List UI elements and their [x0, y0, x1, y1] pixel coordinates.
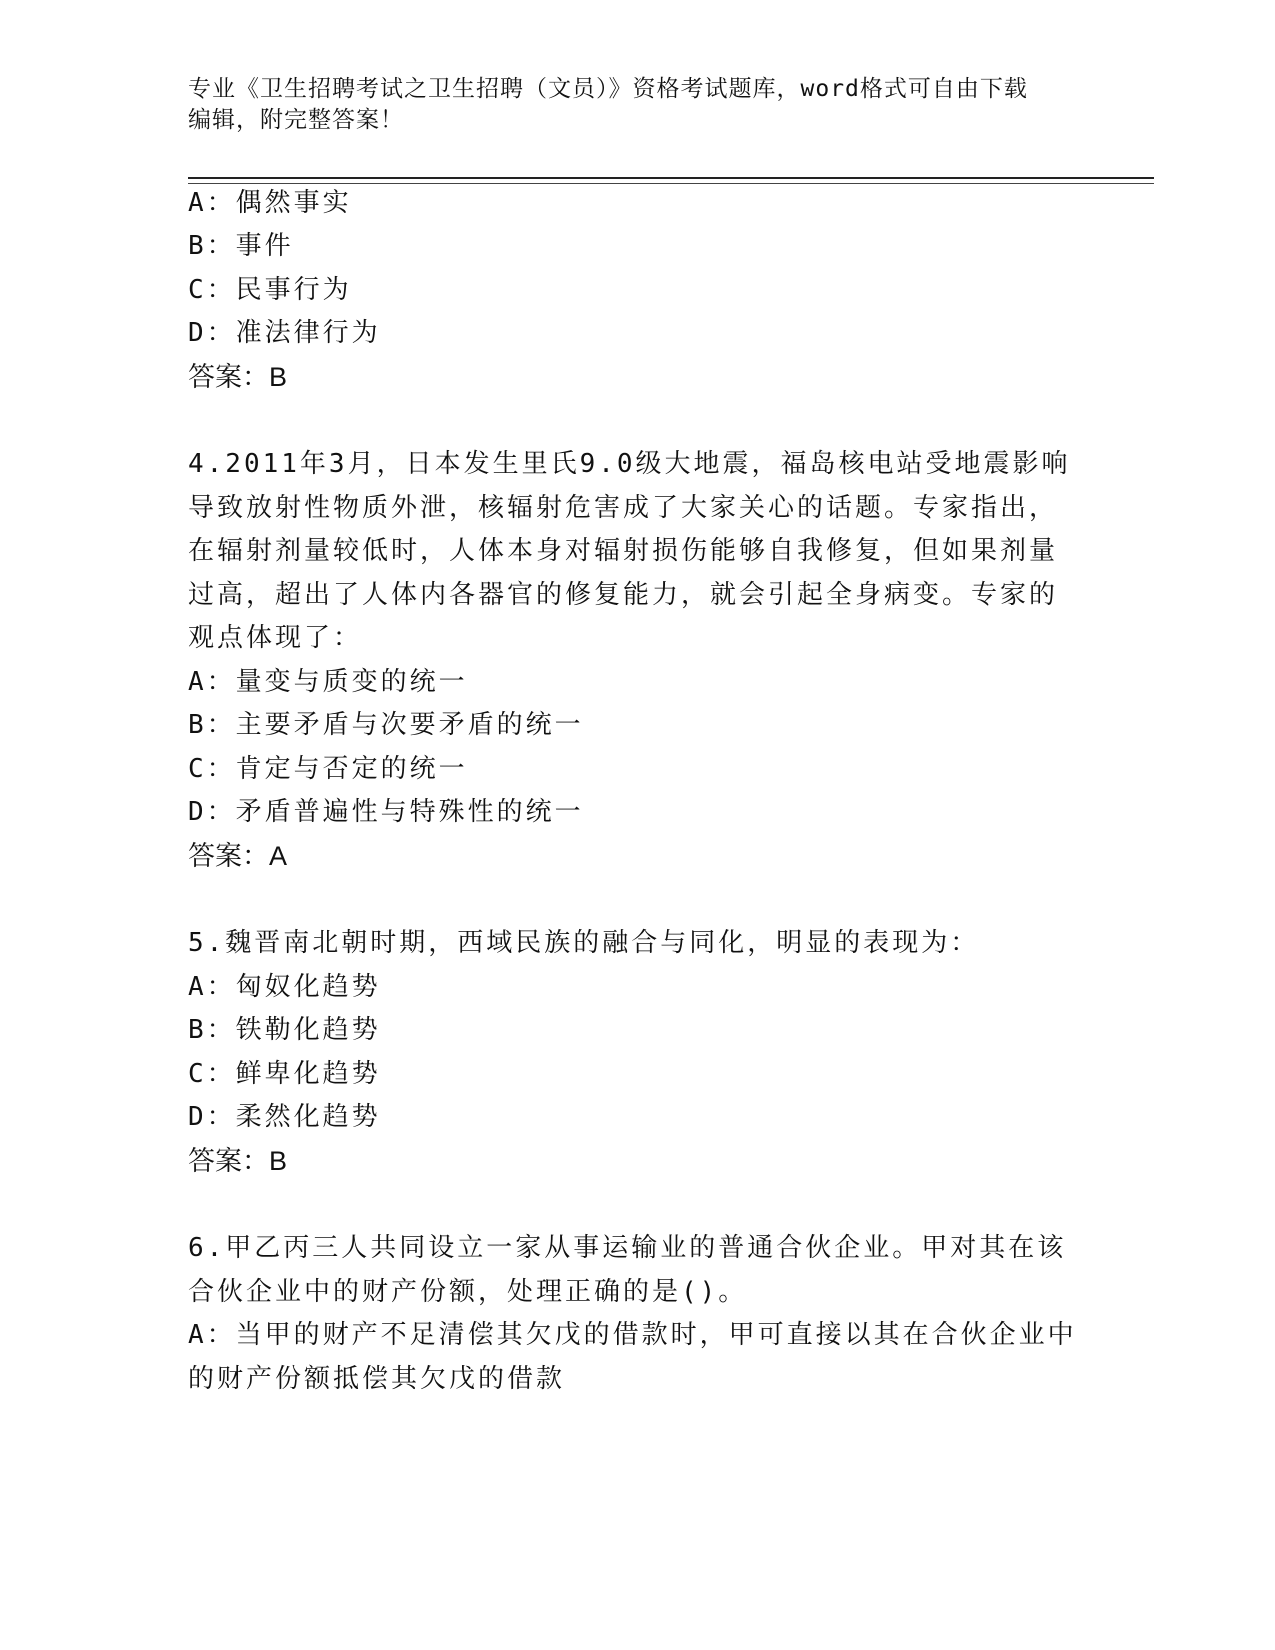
header-line-1: 专业《卫生招聘考试之卫生招聘（文员）》资格考试题库，word格式可自由下载 [188, 76, 1028, 102]
header-divider-thin [188, 183, 1154, 184]
q5-stem-line-1: 5.魏晋南北朝时期，西域民族的融合与同化，明显的表现为： [188, 928, 980, 958]
q4-stem-line-2: 导致放射性物质外泄，核辐射危害成了大家关心的话题。专家指出， [188, 493, 1059, 523]
q3-answer: 答案：B [188, 362, 288, 392]
q6-stem-line-1: 6.甲乙丙三人共同设立一家从事运输业的普通合伙企业。甲对其在该 [188, 1233, 1067, 1263]
q3-option-d: D：准法律行为 [188, 318, 381, 348]
q4-answer: 答案：A [188, 841, 288, 871]
q5-option-d: D：柔然化趋势 [188, 1102, 381, 1132]
q6-option-a-line-1: A：当甲的财产不足清偿其欠戊的借款时，甲可直接以其在合伙企业中 [188, 1320, 1077, 1350]
q5-option-b: B：铁勒化趋势 [188, 1015, 381, 1045]
q4-option-d: D：矛盾普遍性与特殊性的统一 [188, 797, 584, 827]
q3-option-c: C：民事行为 [188, 275, 352, 305]
q6-option-a-line-2: 的财产份额抵偿其欠戊的借款 [188, 1364, 566, 1394]
q6-stem-line-2: 合伙企业中的财产份额，处理正确的是()。 [188, 1277, 748, 1307]
q3-option-b: B：事件 [188, 231, 294, 261]
q4-stem-line-1: 4.2011年3月，日本发生里氏9.0级大地震，福岛核电站受地震影响 [188, 449, 1071, 479]
q5-answer: 答案：B [188, 1146, 288, 1176]
q4-option-c: C：肯定与否定的统一 [188, 754, 468, 784]
q5-option-c: C：鲜卑化趋势 [188, 1059, 381, 1089]
header-divider-thick [188, 177, 1154, 179]
q4-stem-line-3: 在辐射剂量较低时，人体本身对辐射损伤能够自我修复，但如果剂量 [188, 536, 1059, 566]
q4-stem-line-5: 观点体现了： [188, 623, 363, 653]
q4-option-b: B：主要矛盾与次要矛盾的统一 [188, 710, 584, 740]
q3-option-a: A：偶然事实 [188, 188, 352, 218]
q5-option-a: A：匈奴化趋势 [188, 972, 381, 1002]
q4-stem-line-4: 过高，超出了人体内各器官的修复能力，就会引起全身病变。专家的 [188, 580, 1059, 610]
document-header [188, 74, 1088, 136]
q4-option-a: A：量变与质变的统一 [188, 667, 468, 697]
header-line-2: 编辑，附完整答案！ [188, 107, 404, 133]
